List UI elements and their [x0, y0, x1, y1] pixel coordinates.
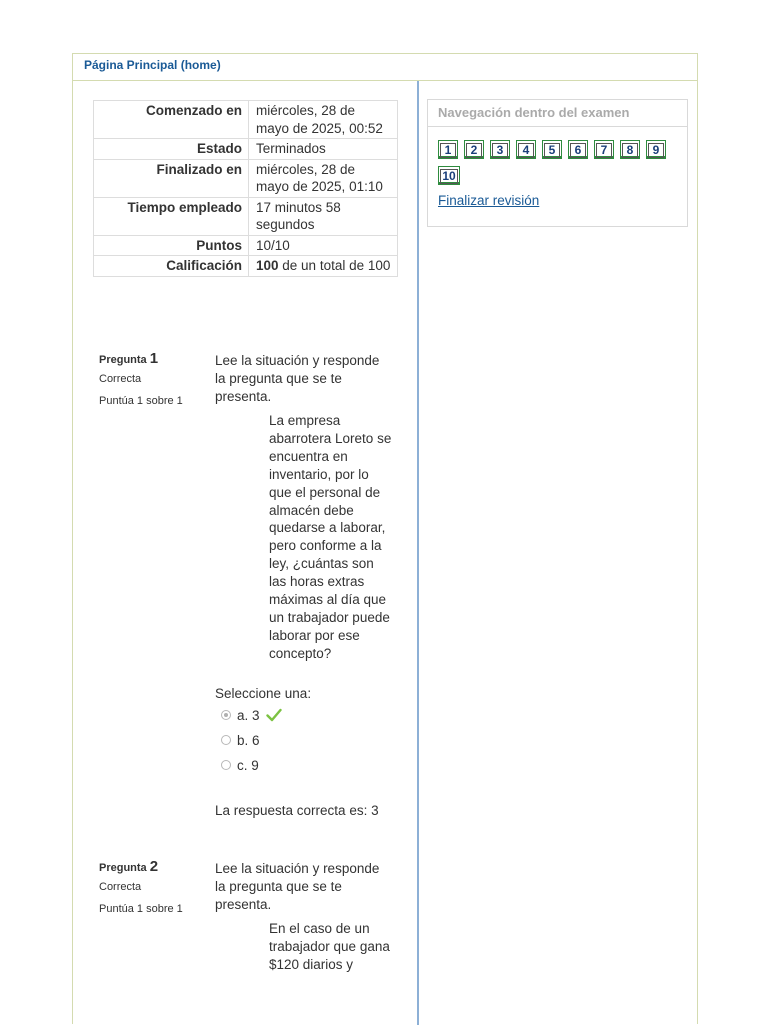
page-frame [72, 53, 698, 1024]
question-state: Correcta [99, 881, 142, 893]
question-grade: Puntúa 1 sobre 1 [99, 395, 183, 407]
question-info [99, 858, 209, 916]
summary-label: Finalizado en [94, 159, 249, 197]
quiz-navigation-title: Navegación dentro del examen [428, 100, 687, 127]
summary-row-finished [94, 159, 398, 197]
question-number [99, 858, 209, 875]
summary-row-grade [94, 256, 398, 277]
summary-row-time [94, 197, 398, 235]
summary-label: Estado [94, 139, 249, 160]
quiz-navigation [427, 99, 688, 227]
breadcrumb [73, 54, 697, 81]
quiz-nav-number: 7 [596, 143, 612, 158]
question-intro: Lee la situación y responde la pregunta que se te presenta. [215, 861, 380, 912]
summary-row-points [94, 235, 398, 256]
summary-label: Puntos [94, 235, 249, 256]
option-b[interactable] [221, 732, 393, 757]
summary-value: 10/10 [249, 235, 398, 256]
answer-options [215, 707, 393, 782]
quiz-nav-button[interactable] [646, 140, 666, 159]
option-label: a. 3 [237, 707, 260, 723]
option-c[interactable] [221, 757, 393, 782]
grade-value: 100 [256, 258, 279, 273]
question-grade: Puntúa 1 sobre 1 [99, 903, 183, 915]
summary-value: miércoles, 28 de mayo de 2025, 00:52 [249, 101, 398, 139]
quiz-nav-button[interactable] [542, 140, 562, 159]
summary-row-state [94, 139, 398, 160]
quiz-nav-button[interactable] [438, 140, 458, 159]
quiz-nav-number: 3 [492, 143, 508, 158]
quiz-nav-button[interactable] [438, 166, 460, 185]
option-a[interactable] [221, 707, 393, 732]
grade-total: de un total de 100 [278, 258, 391, 273]
quiz-nav-button[interactable] [516, 140, 536, 159]
quiz-navigation-buttons [438, 140, 683, 192]
option-label: b. 6 [237, 732, 260, 748]
question-content [215, 350, 393, 820]
summary-label: Comenzado en [94, 101, 249, 139]
question-label: Pregunta [99, 862, 147, 874]
finish-review-link[interactable]: Finalizar revisión [438, 193, 540, 208]
summary-value: 17 minutos 58 segundos [249, 197, 398, 235]
check-icon [266, 708, 282, 722]
attempt-summary-table [93, 100, 398, 277]
radio-selected[interactable] [221, 710, 231, 720]
question-case-text: La empresa abarrotera Loreto se encuentra en inventario, por lo que el personal de almacén debe quedarse a laborar, pero conforme a la ley, ¿cuántas son las horas extras máximas al día que un trabajador puede laborar por ese concepto? [269, 413, 392, 661]
question-info [99, 350, 209, 408]
right-answer: La respuesta correcta es: 3 [215, 802, 379, 818]
quiz-nav-number: 9 [648, 143, 664, 158]
summary-row-started [94, 101, 398, 139]
column-divider [417, 81, 419, 1025]
summary-value [249, 256, 398, 277]
radio-unselected[interactable] [221, 735, 231, 745]
question-content [215, 858, 393, 974]
question-state: Correcta [99, 373, 142, 385]
radio-unselected[interactable] [221, 760, 231, 770]
quiz-nav-number: 1 [440, 143, 456, 158]
quiz-nav-number: 6 [570, 143, 586, 158]
select-prompt: Seleccione una: [215, 685, 312, 701]
option-label: c. 9 [237, 757, 259, 773]
quiz-nav-number: 4 [518, 143, 534, 158]
quiz-nav-button[interactable] [464, 140, 484, 159]
quiz-nav-button[interactable] [490, 140, 510, 159]
question-num: 1 [149, 350, 159, 367]
quiz-nav-number: 10 [440, 169, 458, 184]
question-num: 2 [149, 858, 159, 875]
quiz-nav-button[interactable] [568, 140, 588, 159]
summary-value: Terminados [249, 139, 398, 160]
quiz-nav-button[interactable] [620, 140, 640, 159]
question-number [99, 350, 209, 367]
question-label: Pregunta [99, 354, 147, 366]
quiz-nav-number: 5 [544, 143, 560, 158]
summary-value: miércoles, 28 de mayo de 2025, 01:10 [249, 159, 398, 197]
question-case-text: En el caso de un trabajador que gana $120 diarios y [269, 921, 390, 972]
quiz-nav-number: 8 [622, 143, 638, 158]
question-intro: Lee la situación y responde la pregunta que se te presenta. [215, 353, 380, 404]
summary-label: Calificación [94, 256, 249, 277]
quiz-nav-button[interactable] [594, 140, 614, 159]
summary-label: Tiempo empleado [94, 197, 249, 235]
home-link[interactable]: Página Principal (home) [84, 58, 221, 72]
quiz-nav-number: 2 [466, 143, 482, 158]
